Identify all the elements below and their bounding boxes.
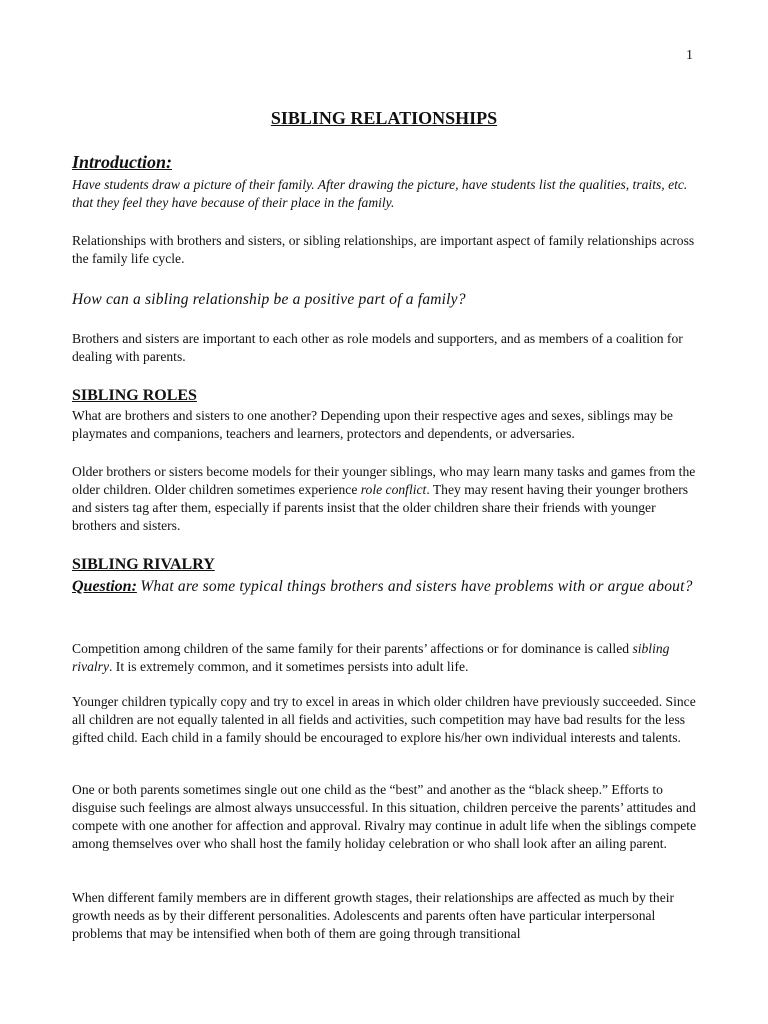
introduction-paragraph-2: Brothers and sisters are important to each other as role models and supporters, and as members of a coalition for dealing with parents. [72,331,683,364]
question-text: What are some typical things brothers and sisters have problems with or argue about? [140,578,693,595]
sibling-rivalry-paragraph-4: When different family members are in different growth stages, their relationships are affected as much by their growth needs as by their different personalities. Adolescents and parents often have particular interpersonal problems that may be intensified when both of them are going through transitional [72,890,675,941]
role-conflict-term: role conflict [360,482,427,497]
sibling-rivalry-term: sibling rivalry [72,641,670,674]
sibling-rivalry-paragraph-1 [72,640,702,676]
page-title: SIBLING RELATIONSHIPS [270,108,498,128]
question-label: Question: [72,578,137,595]
sibling-rivalry-paragraph-3: One or both parents sometimes single out one child as the “best” and another as the “black sheep.” Efforts to disguise such feelings are almost always unsuccessful. In this situation, children perceive the parents’ attitudes and compete with one another for affection and approval. Rivalry may continue in adult life when the siblings compete among themselves over who shall host the family holiday celebration or who shall look after an ailing parent. [72,782,697,851]
sibling-roles-heading: SIBLING ROLES [72,387,197,404]
sibling-roles-paragraph-1: What are brothers and sisters to one another? Depending upon their respective ages and sexes, siblings may be playmates and companions, teachers and learners, protectors and dependents, or adversaries. [72,408,673,441]
introduction-heading: Introduction: [72,152,173,172]
sibling-rivalry-heading: SIBLING RIVALRY [72,556,215,573]
sibling-rivalry-question [72,576,702,597]
sibling-rivalry-paragraph-2: Younger children typically copy and try to excel in areas in which older children have previously succeeded. Since all children are not equally talented in all fields and activities, such competition may have bad results for the less gifted child. Each child in a family should be encouraged to explore his/her own individual interests and talents. [72,694,696,745]
introduction-activity: Have students draw a picture of their family. After drawing the picture, have students list the qualities, traits, etc. that they feel they have because of their place in the family. [72,177,688,210]
sibling-roles-paragraph-2 [72,463,702,535]
introduction-question: How can a sibling relationship be a positive part of a family? [72,291,466,308]
introduction-paragraph-1: Relationships with brothers and sisters, or sibling relationships, are important aspect of family relationships across the family life cycle. [72,233,695,266]
page-number: 1 [686,48,693,63]
sibling-rivalry-p1-after: . It is extremely common, and it sometimes persists into adult life. [109,659,469,674]
sibling-roles-p2-after: . They may resent having their younger brothers and sisters tag after them, especially if parents insist that the older children share their friends with younger brothers and sisters. [72,482,689,533]
sibling-rivalry-p1-before: Competition among children of the same family for their parents’ affections or for dominance is called [72,641,633,656]
sibling-roles-p2-before: Older brothers or sisters become models for their younger siblings, who may learn many tasks and games from the older children. Older children sometimes experience [72,464,696,497]
